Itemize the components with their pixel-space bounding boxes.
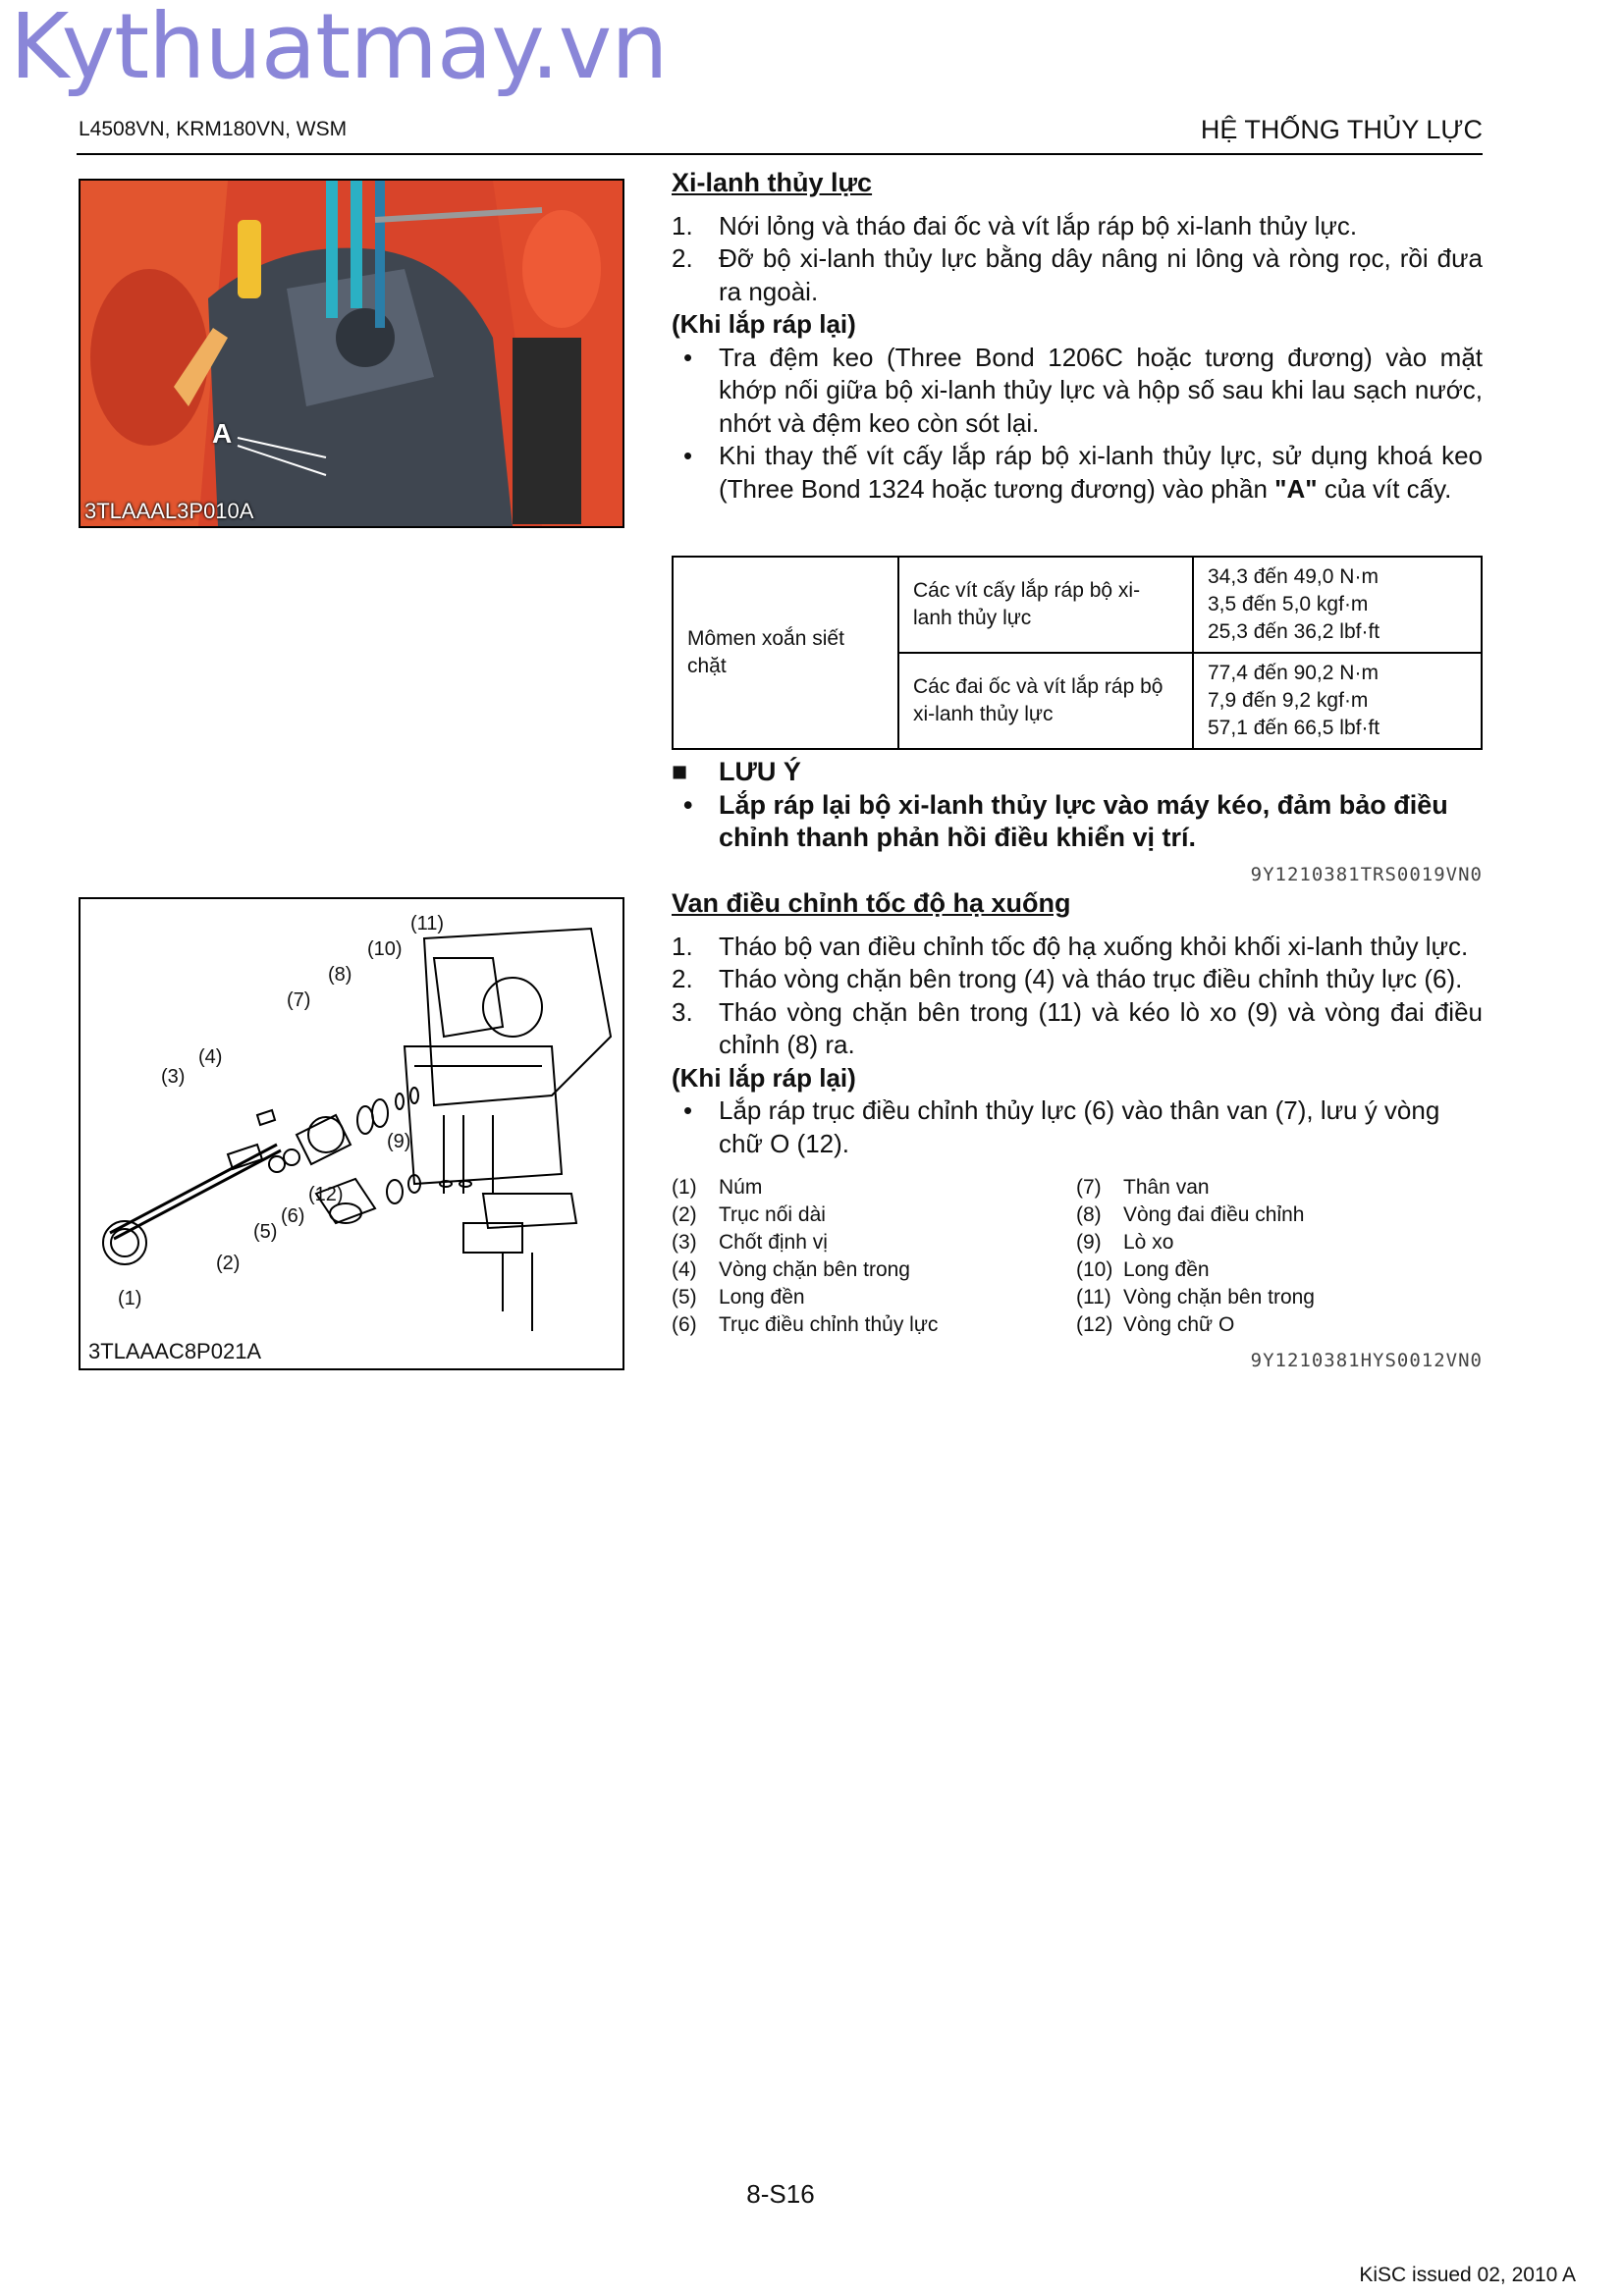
- reassembly-heading: (Khi lắp ráp lại): [672, 1062, 856, 1093]
- parts-legend: [672, 1174, 1483, 1339]
- reassembly-heading: (Khi lắp ráp lại): [672, 309, 856, 339]
- legend-column-right: [1076, 1174, 1481, 1339]
- legend-item: (9) Lò xo: [1076, 1231, 1174, 1254]
- watermark: Kythuatmay.vn: [10, 0, 668, 99]
- part-label-a: A: [212, 418, 233, 449]
- callout-5: (5): [253, 1221, 278, 1243]
- reassembly-bullet-1: • Tra đệm keo (Three Bond 1206C hoặc tương đương) vào mặt khớp nối giữa bộ xi-lanh thủy lực và hộp số sau khi lau sạch nước, nhớt và đệm keo còn sót lại.: [672, 342, 1483, 441]
- legend-item: (2) Trục nối dài: [672, 1203, 826, 1226]
- note-square-icon: ■: [672, 757, 688, 786]
- callout-8: (8): [328, 964, 352, 986]
- legend-item: (5) Long đền: [672, 1286, 805, 1308]
- header-divider: [77, 153, 1483, 155]
- callout-7: (7): [287, 989, 311, 1011]
- section-lowering-speed-valve: [672, 887, 1483, 1378]
- photo-illustration: [81, 181, 622, 526]
- callout-12: (12): [308, 1184, 344, 1205]
- callout-6: (6): [281, 1205, 305, 1227]
- callout-9: (9): [387, 1131, 411, 1152]
- issue-info: KiSC issued 02, 2010 A: [1359, 2264, 1576, 2286]
- section-hydraulic-cylinder: [672, 167, 1483, 506]
- step-1: 1. Nới lỏng và tháo đai ốc và vít lắp ráp bộ xi-lanh thủy lực.: [672, 210, 1358, 240]
- step-3: 3. Tháo vòng chặn bên trong (11) và kéo lò xo (9) và vòng đai điều chỉnh (8) ra.: [672, 996, 1483, 1059]
- step-2: 2. Đỡ bộ xi-lanh thủy lực bằng dây nâng ni lông và ròng rọc, rồi đưa ra ngoài.: [672, 243, 1483, 306]
- doc-id: 9Y1210381TRS0019VN0: [1250, 863, 1483, 885]
- legend-item: (8) Vòng đai điều chỉnh: [1076, 1203, 1305, 1226]
- step-1: 1. Tháo bộ van điều chỉnh tốc độ hạ xuống khỏi khối xi-lanh thủy lực.: [672, 931, 1469, 961]
- legend-item: (4) Vòng chặn bên trong: [672, 1258, 910, 1281]
- torque-item-1: Các vít cấy lắp ráp bộ xi-lanh thủy lực: [898, 557, 1193, 653]
- callout-1: (1): [118, 1288, 142, 1309]
- figure-code: 3TLAAAL3P010A: [84, 499, 254, 523]
- note-block: [672, 756, 1483, 891]
- reassembly-bullet-1: • Lắp ráp trục điều chỉnh thủy lực (6) vào thân van (7), lưu ý vòng chữ O (12).: [672, 1095, 1483, 1160]
- legend-item: (12) Vòng chữ O: [1076, 1313, 1235, 1336]
- header-section-title: HỆ THỐNG THỦY LỰC: [1200, 115, 1483, 144]
- header-model: L4508VN, KRM180VN, WSM: [79, 118, 348, 140]
- torque-values-2: 77,4 đến 90,2 N·m 7,9 đến 9,2 kgf·m 57,1 đến 66,5 lbf·ft: [1193, 653, 1482, 749]
- bullet-icon: •: [683, 342, 693, 372]
- torque-item-2: Các đai ốc và vít lắp ráp bộ xi-lanh thủy lực: [898, 653, 1193, 749]
- callout-4: (4): [198, 1046, 223, 1068]
- bullet-icon: •: [683, 441, 693, 470]
- lowering-speed-valve-diagram: [79, 897, 624, 1370]
- torque-table-wrap: [672, 556, 1483, 750]
- note-bullet: • Lắp ráp lại bộ xi-lanh thủy lực vào máy kéo, đảm bảo điều chỉnh thanh phản hồi điều khiển vị trí.: [672, 789, 1483, 855]
- legend-column-left: [672, 1174, 1076, 1339]
- legend-item: (10) Long đền: [1076, 1258, 1210, 1281]
- bullet-icon: •: [683, 789, 693, 820]
- step-2: 2. Tháo vòng chặn bên trong (4) và tháo trục điều chỉnh thủy lực (6).: [672, 964, 1463, 993]
- section-title: Xi-lanh thủy lực: [672, 168, 873, 197]
- legend-item: (11) Vòng chặn bên trong: [1076, 1286, 1315, 1308]
- note-heading: ■ LƯU Ý: [672, 756, 1483, 789]
- bullet-icon: •: [683, 1095, 693, 1125]
- section-title: Van điều chỉnh tốc độ hạ xuống: [672, 888, 1071, 918]
- legend-item: (7) Thân van: [1076, 1176, 1210, 1199]
- callout-3: (3): [161, 1066, 186, 1088]
- page-number: 8-S16: [746, 2179, 815, 2209]
- legend-item: (6) Trục điều chỉnh thủy lực: [672, 1313, 939, 1336]
- torque-label: Mômen xoắn siết chặt: [673, 557, 898, 749]
- doc-id: 9Y1210381HYS0012VN0: [1250, 1350, 1483, 1371]
- torque-table: [672, 556, 1483, 750]
- callout-11: (11): [410, 913, 445, 934]
- legend-item: (1) Núm: [672, 1176, 763, 1199]
- torque-values-1: 34,3 đến 49,0 N·m 3,5 đến 5,0 kgf·m 25,3 đến 36,2 lbf·ft: [1193, 557, 1482, 653]
- callout-2: (2): [216, 1253, 241, 1274]
- callout-10: (10): [367, 938, 403, 960]
- legend-item: (3) Chốt định vị: [672, 1231, 828, 1254]
- figure-code: 3TLAAAC8P021A: [88, 1339, 262, 1363]
- reassembly-bullet-2: • Khi thay thế vít cấy lắp ráp bộ xi-lanh thủy lực, sử dụng khoá keo (Three Bond 1324 hoặc tương đương) vào phần "A" của vít cấy.: [672, 440, 1483, 506]
- hydraulic-cylinder-photo: [79, 179, 624, 528]
